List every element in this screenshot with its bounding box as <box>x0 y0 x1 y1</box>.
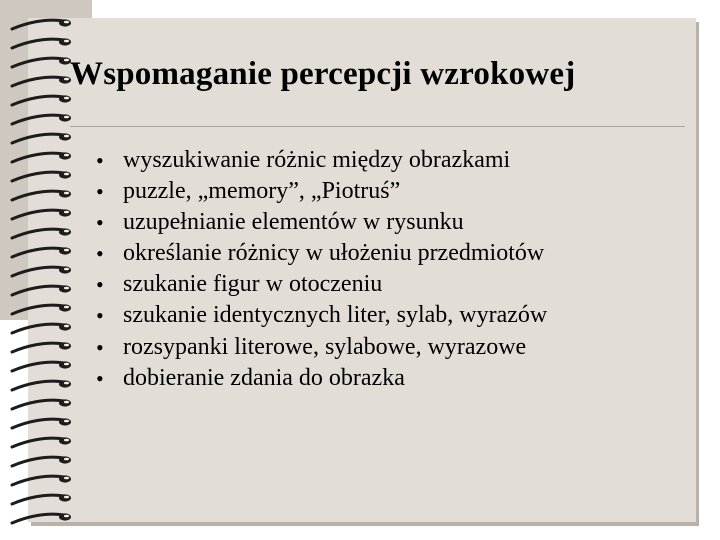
spiral-ring-icon <box>12 438 64 447</box>
spiral-ring-icon <box>12 324 64 333</box>
bullet-dot-icon: • <box>96 365 104 391</box>
spiral-ring-icon <box>12 115 64 124</box>
bullet-list <box>96 145 547 394</box>
ring-highlight-icon <box>64 230 69 233</box>
spiral-ring-icon <box>12 286 64 295</box>
ring-highlight-icon <box>64 344 69 347</box>
bullet-item: • uzupełnianie elementów w rysunku <box>96 207 547 238</box>
ring-highlight-icon <box>64 21 69 24</box>
bullet-item: • szukanie identycznych liter, sylab, wyrazów <box>96 300 547 331</box>
ring-highlight-icon <box>64 154 69 157</box>
spiral-ring-icon <box>12 96 64 105</box>
bullet-item: • określanie różnicy w ułożeniu przedmiotów <box>96 238 547 269</box>
ring-highlight-icon <box>64 439 69 442</box>
spiral-ring-icon <box>12 77 64 86</box>
spiral-ring-icon <box>12 172 64 181</box>
bullet-dot-icon: • <box>96 148 104 173</box>
ring-highlight-icon <box>64 382 69 385</box>
bullet-item: • szukanie figur w otoczeniu <box>96 269 547 300</box>
spiral-ring-icon <box>12 248 64 257</box>
spiral-ring-icon <box>12 267 64 276</box>
bullet-item: • rozsypanki literowe, sylabowe, wyrazowe <box>96 332 547 363</box>
ring-highlight-icon <box>64 325 69 328</box>
spiral-ring-icon <box>12 457 64 466</box>
spiral-ring-icon <box>12 153 64 162</box>
ring-highlight-icon <box>64 135 69 138</box>
spiral-ring-icon <box>12 514 64 523</box>
bullet-dot-icon: • <box>96 210 104 236</box>
spiral-ring-icon <box>12 39 64 48</box>
ring-highlight-icon <box>64 78 69 81</box>
ring-highlight-icon <box>64 211 69 214</box>
ring-highlight-icon <box>64 515 69 518</box>
spiral-ring-icon <box>12 495 64 504</box>
spiral-ring-icon <box>12 400 64 409</box>
ring-highlight-icon <box>64 477 69 480</box>
bullet-item: • dobieranie zdania do obrazka <box>96 363 547 394</box>
spiral-ring-icon <box>12 58 64 67</box>
ring-highlight-icon <box>64 97 69 100</box>
ring-highlight-icon <box>64 173 69 176</box>
bullet-dot-icon: • <box>96 179 104 205</box>
spiral-ring-icon <box>12 343 64 352</box>
ring-highlight-icon <box>64 458 69 461</box>
spiral-ring-icon <box>12 381 64 390</box>
ring-highlight-icon <box>64 192 69 195</box>
spiral-ring-icon <box>12 362 64 371</box>
ring-highlight-icon <box>64 59 69 62</box>
ring-highlight-icon <box>64 287 69 290</box>
spiral-ring-icon <box>12 476 64 485</box>
ring-highlight-icon <box>64 40 69 43</box>
ring-highlight-icon <box>64 116 69 119</box>
spiral-ring-icon <box>12 419 64 428</box>
bullet-item: • puzzle, „memory”, „Piotruś” <box>96 176 547 207</box>
spiral-ring-icon <box>12 134 64 143</box>
ring-highlight-icon <box>64 420 69 423</box>
spiral-ring-icon <box>12 229 64 238</box>
ring-highlight-icon <box>64 268 69 271</box>
ring-highlight-icon <box>64 496 69 499</box>
spiral-ring-icon <box>12 210 64 219</box>
ring-highlight-icon <box>64 249 69 252</box>
spiral-ring-icon <box>12 191 64 200</box>
bullet-dot-icon: • <box>96 303 104 329</box>
bullet-dot-icon: • <box>96 272 104 298</box>
ring-highlight-icon <box>64 306 69 309</box>
title-divider <box>70 126 685 127</box>
spiral-ring-icon <box>12 305 64 314</box>
bullet-dot-icon: • <box>96 334 104 360</box>
slide-title: Wspomaganie percepcji wzrokowej <box>70 56 576 92</box>
ring-highlight-icon <box>64 363 69 366</box>
bullet-item: • wyszukiwanie różnic między obrazkami <box>96 145 547 176</box>
ring-highlight-icon <box>64 401 69 404</box>
spiral-ring-icon <box>12 20 64 29</box>
bullet-dot-icon: • <box>96 241 104 267</box>
